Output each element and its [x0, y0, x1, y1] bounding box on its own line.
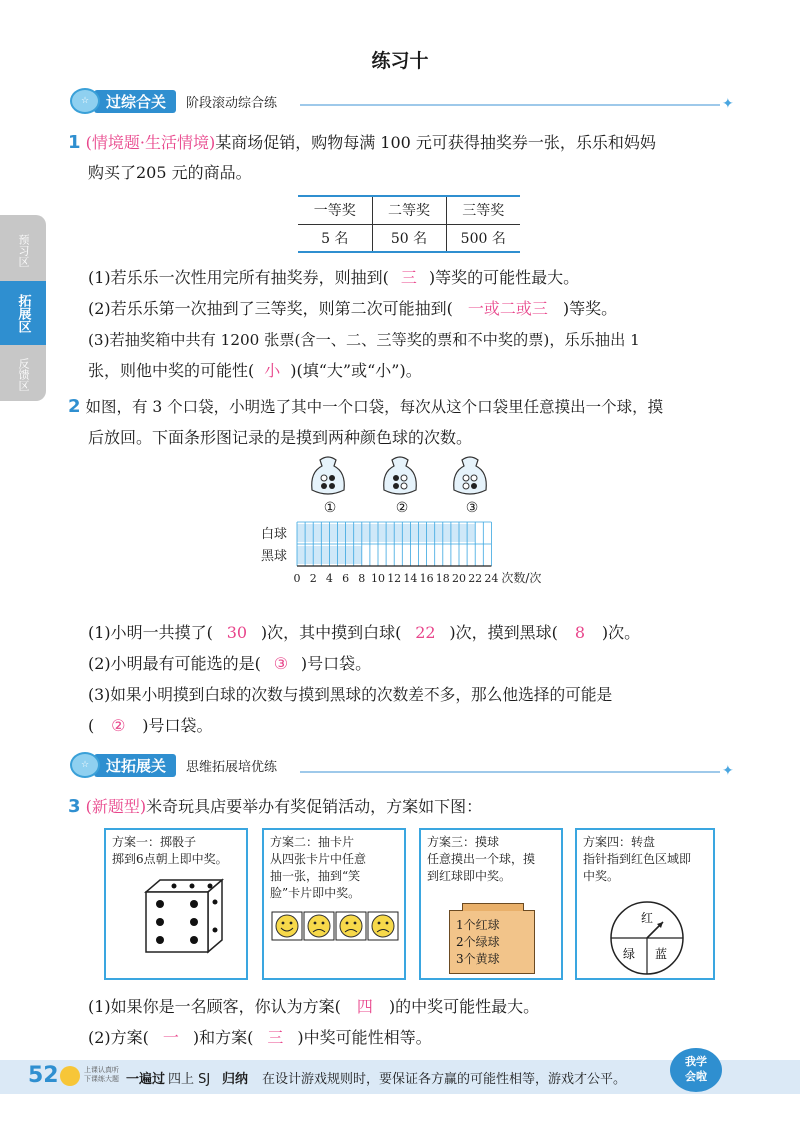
- bag-icon: [312, 457, 345, 494]
- plan-card: [575, 828, 715, 980]
- q2-part1-text: )次，摸到黑球(: [449, 623, 558, 642]
- q1-part2: [88, 297, 617, 321]
- q1-stem-line1: [68, 131, 656, 155]
- bag-label: ②: [395, 500, 409, 516]
- box-lid: [462, 903, 524, 911]
- tick-label: 10: [371, 572, 385, 585]
- table-header: 三等奖: [446, 196, 520, 224]
- q3-stem-text: 米奇玩具店要举办有奖促销活动，方案如下图：: [146, 797, 483, 816]
- bag-label: ①: [323, 500, 337, 516]
- q2-stem-line2: 后放回。下面条形图记录的是摸到两种颜色球的次数。: [88, 428, 473, 447]
- tick-label: 2: [309, 572, 317, 585]
- sad-face-icon: [336, 912, 366, 940]
- answer-blank: ③: [273, 654, 289, 673]
- section-tag: 过拓展关: [94, 754, 176, 777]
- bar-chart: [255, 520, 575, 610]
- plan-text: 抽一张，抽到“笑: [270, 869, 361, 883]
- mascot-icon: [60, 1066, 80, 1086]
- bag-label: ③: [465, 500, 479, 516]
- page-title: 练习十: [371, 50, 429, 72]
- tick-label: 18: [435, 572, 450, 585]
- bag-icon: [454, 457, 487, 494]
- summary-note: 在设计游戏规则时，要保证各方赢的可能性相等，游戏才公平。: [262, 1072, 627, 1087]
- brand: 一遍过: [126, 1072, 166, 1087]
- sector-label: 蓝: [655, 947, 668, 961]
- tick-label: 16: [419, 572, 434, 585]
- tick-label: 22: [468, 572, 483, 585]
- side-tab-preview[interactable]: 预习区: [17, 233, 30, 267]
- q1-part3-line1: (3)若抽奖箱中共有 1200 张票(含一、二、三等奖的票和不中奖的票)，乐乐抽出 1: [88, 331, 640, 349]
- plan-title: 方案三：摸球: [427, 835, 500, 849]
- sad-face-icon: [304, 912, 334, 940]
- sector-label: 红: [641, 911, 654, 925]
- q1-part3-text: 张，则他中奖的可能性(: [88, 361, 255, 380]
- q3-part2-text: )和方案(: [192, 1028, 254, 1047]
- q2-stem-text: 如图，有 3 个口袋，小明选了其中一个口袋，每次从这个口袋里任意摸出一个球，摸: [85, 398, 664, 416]
- answer-blank: 三: [400, 268, 417, 287]
- q1-part3-line2: [88, 359, 422, 383]
- ball-box: [449, 910, 535, 974]
- side-tabs: [0, 215, 46, 401]
- slogan-line: 上课认真听: [84, 1066, 119, 1074]
- category-label: 白球: [261, 527, 288, 542]
- q2-part3-line1: (3)如果小明摸到白球的次数与摸到黑球的次数差不多，那么他选择的可能是: [88, 685, 613, 704]
- plan-card: [419, 828, 563, 980]
- plan-text: 任意摸出一个球，摸: [427, 852, 536, 866]
- tick-label: 0: [293, 572, 301, 585]
- plan-card: [104, 828, 248, 980]
- spinner-icon: [599, 898, 695, 978]
- q2-part1: [88, 621, 640, 645]
- badge-line: 会啦: [685, 1070, 707, 1083]
- box-line: 1个红球: [456, 918, 500, 932]
- question-number: 3: [68, 796, 81, 817]
- section-divider: [300, 771, 720, 773]
- plan-text: 到红球即中奖。: [427, 869, 512, 883]
- q3-part1-text: )的中奖可能性最大。: [388, 997, 540, 1016]
- plan-title: 方案二：抽卡片: [270, 835, 355, 849]
- star-icon: ✦: [722, 763, 734, 779]
- q2-part3-text: (: [88, 716, 95, 735]
- answer-blank: 三: [267, 1028, 284, 1047]
- q2-part2-text: )号口袋。: [300, 654, 372, 673]
- section-subtitle: 阶段滚动综合练: [186, 95, 278, 111]
- category-label: 黑球: [261, 549, 288, 564]
- q2-part3-line2: [88, 714, 213, 738]
- plan-text: 脸”卡片即中奖。: [270, 886, 361, 900]
- table-header: 一等奖: [298, 196, 372, 224]
- tick-label: 24: [484, 572, 499, 585]
- tick-label: 6: [342, 572, 350, 585]
- plan-text: 从四张卡片中任意: [270, 852, 367, 866]
- plan-card: [262, 828, 406, 980]
- answer-blank: 一或二或三: [467, 299, 548, 318]
- table-cell: 50 名: [372, 224, 446, 252]
- slogan: [84, 1066, 119, 1084]
- answer-blank: 8: [574, 623, 586, 642]
- tick-label: 4: [325, 572, 333, 585]
- box-line: 3个黄球: [456, 952, 500, 966]
- summary-label: 归纳: [222, 1072, 249, 1087]
- side-tab-expand[interactable]: 拓展区: [0, 281, 46, 345]
- table-header: 二等奖: [372, 196, 446, 224]
- slogan-line: 下课练大题: [84, 1075, 119, 1083]
- q3-stem: [68, 795, 482, 819]
- answer-blank: ②: [111, 716, 126, 735]
- q3-part2-text: )中奖可能性相等。: [297, 1028, 432, 1047]
- q2-part1-text: (1)小明一共摸了(: [88, 623, 213, 642]
- tick-label: 14: [403, 572, 418, 585]
- plan-text: 中奖。: [583, 869, 620, 883]
- q3-part1-text: (1)如果你是一名顾客，你认为方案(: [88, 997, 341, 1016]
- answer-blank: 一: [162, 1028, 179, 1047]
- badge-line: 我学: [685, 1055, 707, 1068]
- plan-title: 方案四：转盘: [583, 835, 656, 849]
- section-banner-2: [70, 754, 277, 776]
- badge: [670, 1048, 722, 1092]
- section-tag: 过综合关: [94, 90, 176, 113]
- prize-table: [298, 195, 520, 253]
- q1-part1-text: )等奖的可能性最大。: [428, 268, 580, 287]
- page-number: 52: [28, 1063, 59, 1088]
- bag-icon: [384, 457, 417, 494]
- table-cell: 5 名: [298, 224, 372, 252]
- q2-part3-text: )号口袋。: [142, 716, 213, 735]
- q2-stem-line1: [68, 395, 663, 419]
- q2-part2: [88, 652, 371, 676]
- q1-part3-text: )(填“大”或“小”)。: [290, 361, 422, 380]
- star-icon: ✦: [722, 96, 734, 112]
- plan-text: 指针指到红色区域即: [583, 852, 692, 866]
- question-tag: (新题型): [85, 797, 147, 816]
- answer-blank: 四: [356, 997, 373, 1016]
- q1-part2-text: (2)若乐乐第一次抽到了三等奖，则第二次可能抽到(: [88, 299, 453, 318]
- side-tab-feedback[interactable]: 反馈区: [17, 357, 30, 391]
- face-cards: [270, 908, 400, 948]
- table-cell: 500 名: [446, 224, 520, 252]
- section-banner-1: [70, 90, 277, 112]
- q2-part2-text: (2)小明最有可能选的是(: [88, 654, 261, 673]
- section-divider: [300, 104, 720, 106]
- plan-text: 掷到6点朝上即中奖。: [112, 852, 228, 866]
- answer-blank: 30: [226, 623, 248, 642]
- question-number: 2: [68, 396, 81, 417]
- q3-part1: [88, 995, 539, 1019]
- q3-part2-text: (2)方案(: [88, 1028, 149, 1047]
- mascot-icon: ☆: [70, 88, 100, 114]
- q2-part1-text: )次，其中摸到白球(: [260, 623, 402, 642]
- tick-label: 20: [452, 572, 466, 585]
- sector-label: 绿: [623, 947, 636, 961]
- smile-face-icon: [272, 912, 302, 940]
- sad-face-icon: [368, 912, 398, 940]
- question-number: 1: [68, 132, 81, 153]
- q1-stem-line2: 购买了205 元的商品。: [88, 163, 252, 182]
- page-footer: [0, 1055, 800, 1094]
- question-tag: (情境题·生活情境): [85, 133, 216, 152]
- x-axis-label: 次数/次: [501, 571, 542, 585]
- q2-part1-text: )次。: [601, 623, 641, 642]
- section-subtitle: 思维拓展培优练: [186, 759, 278, 775]
- q1-part2-text: )等奖。: [562, 299, 618, 318]
- q1-part1: [88, 266, 579, 290]
- mascot-icon: ☆: [70, 752, 100, 778]
- answer-blank: 22: [415, 623, 436, 642]
- plan-title: 方案一：掷骰子: [112, 835, 197, 849]
- q1-stem-text: 某商场促销，购物每满 100 元可获得抽奖券一张，乐乐和妈妈: [215, 133, 656, 152]
- q3-part2: [88, 1026, 432, 1050]
- box-line: 2个绿球: [456, 935, 500, 949]
- grade: 四上 SJ: [168, 1072, 211, 1087]
- tick-label: 8: [358, 572, 366, 585]
- q1-part1-text: (1)若乐乐一次性用完所有抽奖券，则抽到(: [88, 268, 389, 287]
- tick-label: 12: [387, 572, 402, 585]
- answer-blank: 小: [264, 361, 281, 380]
- dice-icon: [112, 872, 242, 962]
